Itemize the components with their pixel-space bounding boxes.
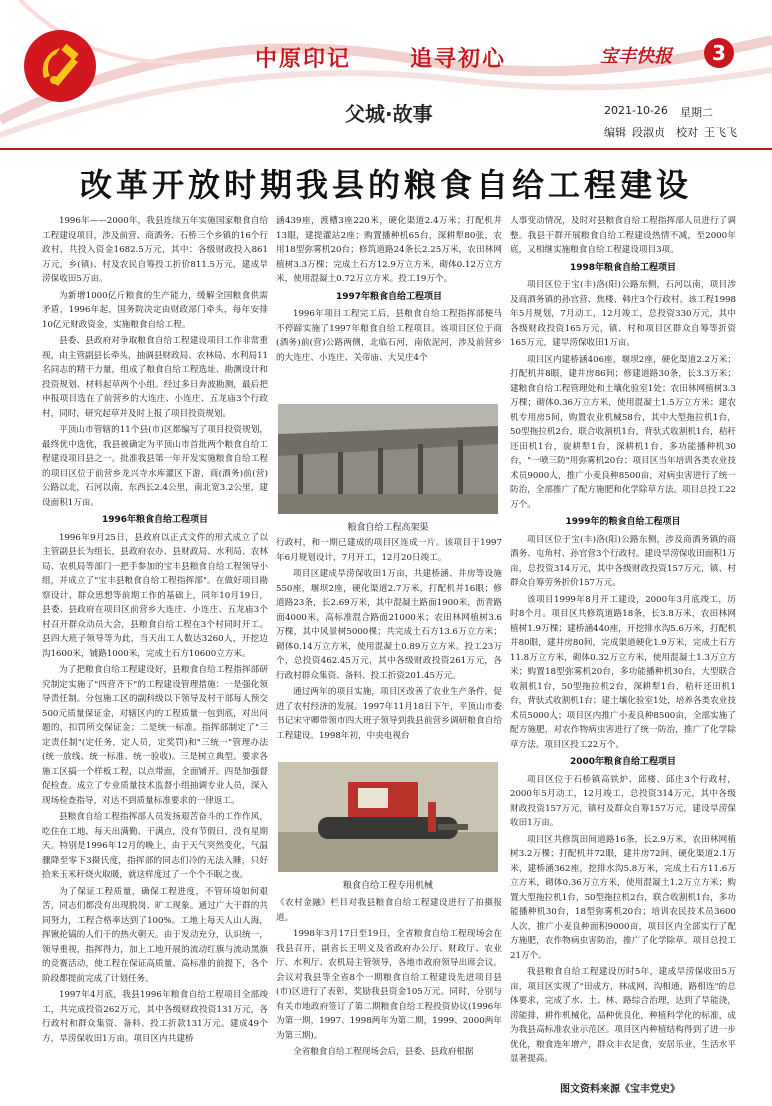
paragraph: 《农村金融》栏目对我县粮食自给工程建设进行了拍摄报道。 (276, 898, 502, 923)
paragraph: 项目区位于宝(丰)洛(阳)公路东侧，涉及商酒务镇的商酒务、屯角村、孙官营3个行政村。建设旱涝保收田面积1万亩，总投资314万元，其中各级财政投资157万元，镇、村群众自筹劳务折价157万元。 (510, 534, 736, 588)
photo-elevated-channel (278, 404, 498, 514)
paragraph: 为了保证工程质量，确保工程进度，不管环境如何艰苦，同志们都没有出现脱岗、旷工现象。通过广大干群的共同努力，工程合格率达到了100%。工地上每天人山人海，挥锹抡镐的人们干的热火朝天。由于发动充分，认识统一，领导重视，指挥得力，加上工地开展的流动红旗与流动黑旗的竞赛活动，使工程在保证高质量、高标准的前提下，各个阶段都提前完成了计划任务。 (42, 886, 268, 984)
article-column-1 (42, 214, 268, 1048)
editor-name: 段淑贞 (632, 126, 665, 139)
proof-label: 校对 (676, 126, 698, 139)
paragraph: 1998年3月17日至19日，全省粮食自给工程现场会在我县召开，副省长王明义及省政府办公厅、财政厅、农业厅、水利厅、农机局主管领导，各地市政府领导出席会议。会议对我县等全省8个一期粮食自给工程建设先进项目县(市)区进行了表彰，奖励我县资金105万元。同时，分别与有关市地政府签订了第二期粮食自给工程投资协议(1996年为第一期，1997、1998两年为第二期，1999、2000两年为第三期)。 (276, 929, 502, 1041)
source-credit: 图文资料来源《宝丰党史》 (560, 1084, 680, 1095)
article-title: 改革开放时期我县的粮食自给工程建设 (79, 166, 692, 204)
section-heading-1998: 1998年粮食自给工程项目 (569, 262, 677, 273)
paragraph: 该项目1999年8月开工建设，2000年3月底竣工，历时8个月。项目区共修筑道路18条，长3.8万米，农田林网植树1.9万棵；建桥涵440座，开挖排水沟5.6万米，打配机井80眼，建井房80间，完成渠道硬化1.9万米，完成土石方11.8万立方米，砌体0.32万立方米，使用混凝土1.3万立方米；购置18型弥雾机20台，多功能播种机30台，大型联合收割机1台，50型拖拉机2台，深耕犁1台，秸秆还田机1台，背驮式收割机1台；建土壤化验室1处，培养各类农业技术员5000人；项目区内推广小麦良种8500亩，全部实施了配方施肥，对农作物病虫害进行了统一防治，推广了化学除草方法。项目区投工22万个。 (510, 594, 736, 750)
paragraph: 为新增1000亿斤粮食的生产能力，缓解全国粮食供需矛盾，1996年起，国务院决定由财政部门牵头，每年安排10亿元财政资金，实施粮食自给工程。 (42, 290, 268, 330)
column-title: 中原印记 (255, 47, 352, 72)
paragraph: 县委、县政府对争取粮食自给工程建设项目工作非常重视，由主管副县长牵头，抽调县财政局、农林局、水利局11名同志的精干力量，组成了粮食自给工程选址、勘测设计和投资规划、材料起草两个小组。经过多日奔波勘测，最后把申报项目选在了前营乡的大连庄、小连庄、五龙庙3个行政村，同时，研究起草并及时上报了项目投资规划。 (42, 336, 268, 419)
section-heading-1996: 1996年粮食自给工程项目 (101, 515, 209, 525)
paragraph: 县粮食自给工程指挥部人员发扬艰苦奋斗的工作作风，吃住在工地，每天出满勤、干满点，没有节假日，没有星期天。特别是1996年12月的晚上，由于天气突然变化，气温骤降至零下3摄氏度，指挥部的同志们冷的无法入睡，只好拾来玉米秆烧火取暖，就这样度过了一个个不眠之夜。 (42, 812, 268, 880)
paragraph: 涵439座，渡槽3座220米，硬化渠道2.4万米；打配机井13眼，建提灌站2座；购置播种机65台，深耕犁80张，农用18型弥雾机20台；修筑道路24条长2.25万米，农田林网植树3.3万棵；完成土石方12.9万立方米，砌体0.12万立方米，使用混凝土0.72万立方米。投工19万个。 (276, 216, 502, 284)
paragraph: 项目区内建桥涵406座，堰坝2座，硬化渠道2.2万米；打配机井8眼，建井房86间；修建道路30条，长3.3万米；建粮食自给工程管理处和土壤化验室1处；农田林网植树3.3万棵；砌体0.36万立方米，使用混凝土1.5万立方米；建农机专用房5间，购置农业机械58台，其中大型拖拉机1台，50型拖拉机2台，联合收割机1台，背驮式收割机1台，秸秆还田机1台，旋耕犁1台，深耕机1台，多功能播种机30台，"一喷三防"用弥雾机20台；项目区当年培训各类农业技术员9000人，推广小麦良种8500亩，对病虫害进行了统一防治，全部推广了配方施肥和化学除草方法。项目总投工22万个。 (510, 354, 736, 510)
editor-label: 编辑 (604, 126, 626, 139)
proofreader-name: 王飞飞 (704, 126, 737, 139)
paragraph: 项目区共修筑田间道路16条，长2.9万米，农田林网植树3.2万棵；打配机井72眼，建井房72间，硬化渠道2.1万米，建桥涵362座，挖排水沟5.8万米，完成土石方11.6万立方米，砌体0.36万立方米，使用混凝土1.2万立方米；购置大型拖拉机1台，50型拖拉机2台，联合收割机1台，多功能播种机30台，18型弥雾机20台；培训农民技术员3600人次，推广小麦良种面积9000亩，项目区内全部实行了配方施肥，农作物病虫害防治，推广了化学除草。项目总投工21万个。 (510, 834, 736, 961)
paragraph: 1996年9月25日，县政府以正式文件的形式成立了以主管副县长为组长，县政府农办、县财政局、水利局、农林局、农机局等部门一把手参加的宝丰县粮食自给工程领导小组，并成立了"宝丰县粮食自给工程指挥部"。在做好项目勘察设计、群众思想等前期工作的基础上，同年10月19日，县委、县政府在项目区前营乡大连庄、小连庄、五龙庙3个村召开群众动员大会，县粮食自给工程在3个村同时开工。县四大班子领导等为此，当天出工人数达3260人，开挖边沟1600米，铺路1000米，完成土石方10600立方米。 (42, 532, 268, 659)
section-heading-1999: 1999年的粮食自给工程项目 (565, 517, 681, 527)
paragraph: 全省粮食自给工程现场会后，县委、县政府根据 (293, 1047, 474, 1057)
section-heading-2000: 2000年粮食自给工程项目 (569, 757, 677, 767)
paragraph: 项目区位于宝(丰)洛(阳)公路东侧，石河以南，项目涉及商酒务镇的孙官营、焦楼、韩庄3个行政村。该工程1998年5月规划，7月动工，12月竣工，总投资330万元，其中各级财政投资165万元，镇、村和项目区群众自筹等折资165万元，建旱涝保收田1万亩。 (510, 280, 736, 348)
party-emblem-icon (22, 28, 98, 104)
paragraph: 为了把粮食自给工程建设好，县粮食自给工程指挥部研究制定实施了"四营齐下"的工程建设管理措施：一是强化领导责任制。分包施工区的副科级以下领导及村干部每人预交500元质量保证金，对辖区内的工程质量一包到底，对出问题的，扣罚所交保证金；二是统一标准。指挥部制定了"三定责任制"(定任务，定人员，定奖罚)和"三统一"管理办法(统一放线、统一标准、统一验收)。三是树立典型。要求各施工区搞一个样板工程，以点带面，全面铺开。四是加强督促检查。成立了专业质量技术监督小组抽调专业人员，深入现场检查指导，对达不到质量标准要求的一律返工。 (42, 665, 268, 806)
article-column-2-bottom (276, 896, 502, 1062)
paragraph: 项目区位于石桥镇高铁炉、邱楼、邱庄3个行政村，2000年5月动工，12月竣工，总投资314万元，其中各级财政投资157万元，镇村及群众自筹157万元，建设旱涝保收田1万亩。 (510, 774, 736, 828)
slogan: 追寻初心 (410, 47, 507, 72)
header-divider (0, 148, 772, 150)
paragraph: 人事变动情况，及时对县粮食自给工程指挥部人员进行了调整。我县干群开展粮食自给工程建设热情不减，至2000年底，又相继实施粮食自给工程建设项目3项。 (510, 216, 736, 255)
masthead (0, 0, 772, 150)
photo-caption-2: 粮食自给工程专用机械 (342, 881, 433, 891)
article-column-2-top (276, 214, 502, 404)
paragraph: 行政村，和一期已建成的项目区连成一片。该项目于1997年6月规划设计，7月开工，12月20日竣工。 (276, 538, 502, 563)
section-label: 父城·故事 (345, 102, 433, 126)
article-column-3 (510, 214, 736, 1069)
article-column-2-middle (276, 536, 502, 761)
paragraph: 1997年4月底，我县1996年粮食自给工程项目全部竣工，共完成投资262万元，其中各级财政投资131万元，各行政村和群众集资、备料、投工折款131万元。建成49个方，旱涝保收田1万亩。项目区内共建桥 (42, 990, 268, 1044)
issue-date: 2021-10-26 (604, 104, 668, 117)
newspaper-brand: 宝丰快报 (600, 46, 672, 67)
bulldozer-image (278, 762, 498, 872)
paragraph: 1996年项目工程完工后，县粮食自给工程指挥部便马不停蹄实施了1997年粮食自给工程项目。该项目区位于商(酒务)前(营)公路两侧，北临石河，南依泥河，涉及前营乡的大连庄、小连庄、关帝庙、大吴庄4个 (276, 309, 502, 363)
paragraph: 项目区建成旱涝保收田1万亩，共建桥涵、井房等设施550座，堰坝2座，硬化渠道2.7万米，打配机井16眼；修道路23条，长2.69万米，其中混凝土路面1900米，沥青路面4000米，高标准混合路面21000米；农田林网植树3.6万棵，其中风景树5000棵；共完成土石方13.6万立方米；砌体0.14万立方米，使用混凝土0.89万立方米。投工23万个，总投资462.45万元，其中各级财政投资261万元，各行政村群众集资、备料、投工折资201.45万元。 (276, 569, 502, 681)
paragraph: 平顶山市管辖的11个县(市)区都编写了项目投资规划，最终优中选优，我县被确定为平顶山市首批两个粮食自给工程建设项目县之一。批准我县第一年开发实施粮食自给工程的项目区位于前营乡龙兴寺水库灌区下游，商(酒务)前(营)公路以北，石河以南，东西长2.4公里，南北宽3.2公里，建设面积1万亩。 (42, 425, 268, 508)
photo-caption-1: 粮食自给工程高架渠 (347, 523, 429, 533)
aqueduct-image (278, 404, 498, 514)
issue-weekday: 星期二 (680, 106, 713, 119)
page-number: 3 (704, 38, 734, 68)
paragraph: 1996年——2000年，我县连续五年实施国家粮食自给工程建设项目，涉及前营、商酒务、石桥三个乡镇的16个行政村，共投入资金1682.5万元，其中：各级财政投入861万元，乡(镇)、村及农民自筹投工折价811.5万元，建成旱涝保收田5万亩。 (42, 216, 268, 284)
photo-special-machinery (278, 762, 498, 872)
paragraph: 我县粮食自给工程建设历时5年，建成旱涝保收田5万亩，项目区实现了"田成方，林成网，沟相通，路相连"的总体要求，完成了水、土、林、路综合治理，达到了旱能浇，涝能排，耕作机械化，品种优良化，种植科学化的标准，成为我县高标准农业示范区。项目区内种植结构得到了进一步优化，粮食连年增产，群众丰衣足食，安居乐业，生活水平显著提高。 (510, 967, 736, 1064)
section-heading-1997: 1997年粮食自给工程项目 (335, 291, 443, 302)
paragraph: 通过两年的项目实施，项目区改善了农业生产条件，促进了农村经济的发展。1997年11月18日下午，平顶山市委书记宋守卿带领市四大班子领导到我县前营乡调研粮食自给工程建设。1998年初，中央电视台 (276, 687, 502, 741)
